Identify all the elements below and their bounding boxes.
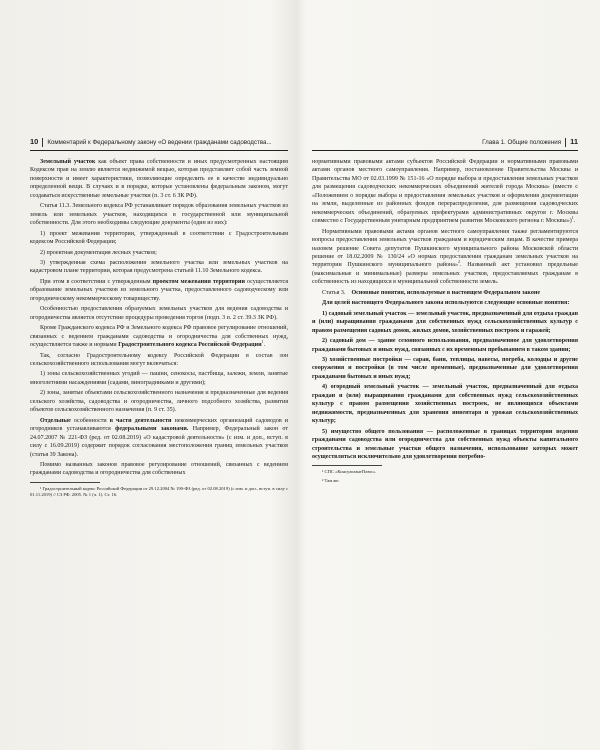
footnote: ¹ СПС «КонсультантПлюс».	[322, 469, 377, 475]
header-separator	[565, 138, 566, 147]
article-title: Основные понятия, используемые в настоящем Федеральном законе	[351, 289, 541, 296]
footnote-ref: 2	[457, 259, 460, 265]
footnote: ¹ Градостроительный кодекс Российской Федерации от 29.12.2004 № 190-ФЗ (ред. от 02.08.2019) (с изм. и доп., вступ. в силу с 01.11.2019) // СЗ РФ. 2005. № 1 (ч. 1). Ст. 16.	[30, 485, 288, 498]
footnote-rule	[312, 465, 382, 466]
bold-term: 1) садовый земельный участок — земельный участок, предназначенный для отдыха граждан и (или) выращивания гражданами для собственных нужд сельскохозяйственных культур с правом размещения садовых домов, жилых домов, хозяйственных построек и гаражей;	[312, 310, 578, 334]
paragraph: Помимо названных законов правовое регулирование отношений, связанных с ведением гражданами садоводства и огородничества для собственных	[30, 461, 288, 477]
text-run: как объект права собственности и иных предусмотренных настоящим Кодексом прав на землю является недвижимой вещью, которая представляет собой часть земной поверхности и имеет характеристики, позволяющие определить ее в качестве индивидуально определенной вещи. В случаях и в порядке, которые установлены федеральным законом, могут создаваться искусственные земельные участки (п. 3 ст. 6 ЗК РФ).	[30, 159, 288, 199]
bold-term: Отдельные	[40, 417, 71, 424]
paragraph: 2) зоны, занятые объектами сельскохозяйственного назначения и предназначенные для ведения сельского хозяйства, садоводства и огородничества, личного подсобного хозяйства, развития объектов сельскохозяйственного назначения (п. 9 ст. 35).	[30, 390, 288, 414]
text-run: Например, Федеральный закон от 24.07.2007 № 221-ФЗ (ред. от 02.08.2019) «О кадастровой деятельности» (с изм. и доп., вступ. в силу с 16.09.2019) содержит порядок согласования местоположения границ земельных участков (статья 39 Закона).	[30, 426, 289, 458]
definition-item	[312, 337, 578, 354]
right-header-text: Глава 1. Общие положения	[482, 139, 562, 146]
text-run: Нормативными правовыми актами органов местного самоуправления также регламентируются вопросы предоставления земельных участков гражданам и юридическим лицам. В качестве примера назовем решение Совета депутатов Пушкинского муниципального района Московской области решение от 18.02.2009 № 130/24 «О нормах предоставления гражданам земельных участков на территории Пушкинского муниципального района»	[312, 228, 578, 269]
left-body-text	[30, 158, 288, 500]
left-page-number: 10	[30, 137, 39, 146]
bold-term: в части деятельности	[109, 417, 172, 424]
footnote-ref: 1	[261, 339, 264, 345]
paragraph	[30, 278, 288, 303]
paragraph	[312, 228, 578, 287]
text-run: Кроме Гражданского кодекса РФ и Земельного кодекса РФ правовое регулирование отношений, связанных с ведением гражданами садоводства и огородничества для собственных нужд, осуществляется также и нормами	[30, 325, 288, 349]
text-run: При этом в соответствии с утвержденным	[40, 278, 153, 285]
paragraph	[312, 299, 578, 307]
right-page	[300, 0, 600, 750]
definition-item	[312, 356, 578, 381]
paragraph: Так, согласно Градостроительному кодексу Российской Федерации в состав зон сельскохозяйственного использования могут включаться:	[30, 352, 288, 367]
text-run: . Названный акт установил предельные (максимальные и минимальные) размеры земельных участков, предоставляемых гражданам в собственность из находящихся в муниципальной собственности земель.	[312, 262, 578, 286]
bold-term: Градостроительного кодекса Российской Федерации	[118, 342, 262, 349]
paragraph	[30, 324, 288, 349]
definition-item	[312, 383, 578, 425]
bold-term: 5) имущество общего пользования — расположенные в границах территории ведения гражданами садоводства или огородничества для собственных нужд объекты капитального строительства и земельные участки общего назначения, использование которых может осуществляться исключительно для удовлетворения потребно-	[312, 428, 578, 460]
left-header-rule	[30, 150, 288, 151]
header-separator	[42, 138, 43, 147]
bold-term: Земельный участок	[40, 159, 96, 165]
text-run: осуществляется образование земельных участков из земельного участка, предоставленного садоводческому или огородническому некоммерческому товариществу.	[30, 278, 288, 302]
bold-term: 2) садовый дом — здание сезонного использования, предназначенное для удовлетворения гражданами бытовых и иных нужд, связанных с их временным пребыванием в таком здании;	[312, 338, 578, 353]
definition-item	[312, 310, 578, 335]
text-run: некоммерческих организаций садоводов и огородников устанавливаются	[30, 417, 289, 433]
bold-term: федеральными законами.	[115, 426, 189, 433]
paragraph	[30, 158, 288, 200]
paragraph: Статья 11.3. Земельного кодекса РФ устанавливает порядок образования земельных участков из земель или земельных участков, находящихся в государственной или муниципальной собственности. Для этого необходимы следующие документы (один из них):	[30, 203, 288, 227]
right-body-text	[312, 158, 578, 486]
paragraph	[30, 417, 288, 459]
article-heading	[312, 289, 578, 297]
paragraph: 2) проектная документация лесных участков;	[40, 249, 157, 256]
right-header-rule	[312, 150, 578, 151]
footnote: ² Там же.	[322, 477, 340, 483]
right-running-header	[482, 137, 578, 147]
paragraph	[312, 158, 578, 226]
text-run: особенности	[70, 417, 110, 424]
paragraph: 3) утвержденная схема расположения земельного участка или земельных участков на кадастровом плане территории, которая предусмотрена статьей 11.10 Земельного кодекса.	[30, 259, 288, 275]
left-header-text: Комментарий к Федеральному закону «О ведении гражданами садоводства...	[47, 139, 272, 146]
paragraph: 1) проект межевания территории, утвержденный в соответствии с Градостроительным кодексом Российской Федерации;	[30, 230, 288, 246]
footnote-ref: 1	[571, 215, 574, 221]
paragraph: Особенностью предоставления образуемых земельных участков для ведения садоводства и огородничества является отсутствие процедуры проведения торгов (подп. 3 п. 2 ст. 39.3 ЗК РФ).	[30, 306, 288, 321]
text-run: .	[263, 342, 266, 349]
bold-term: Для целей настоящего Федерального закона используются следующие основные понятия:	[322, 300, 570, 307]
text-run: .	[573, 218, 576, 225]
article-label: Статья 3.	[322, 289, 346, 296]
bold-term: проектом межевания территории	[152, 278, 245, 285]
left-running-header	[30, 137, 272, 147]
bold-term: 4) огородный земельный участок — земельный участок, предназначенный для отдыха граждан и (или) выращивания гражданами для собственных нужд сельскохозяйственных культур с правом размещения хозяйственных построек, не являющихся объектами недвижимости, предназначенных для хранения инвентаря и урожая сельскохозяйственных культур;	[312, 384, 578, 425]
paragraph: 1) зоны сельскохозяйственных угодий — пашни, сенокосы, пастбища, залежи, земли, занятые многолетними насаждениями (садами, виноградниками и другими);	[30, 371, 288, 386]
bold-term: 3) хозяйственные постройки — сараи, бани, теплицы, навесы, погреба, колодцы и другие сооружения и постройки (в том числе временные), предназначенные для удовлетворения гражданами бытовых и иных нужд;	[312, 356, 578, 380]
text-run: нормативными правовыми актами субъектов Российской Федерации и нормативными правовыми актами органов местного самоуправления. Например, постановление Правительства Москвы и Правительства МО от 02.03.1999 № 151-16 «О порядке выбора и предоставления земельных участков для размещения садоводческих некоммерческих объединений жителей города Москвы» (вместе с «Положением о порядке выбора и предоставления земельных участков и оформления документации на земли, выделенные из районных фондов перераспределения, для размещения садоводческих некоммерческих объединений, образуемых префектурами административных округов г. Москвы совместно с Государственным унитарным предприятием развития Московского региона г. Москвы»)	[312, 159, 578, 225]
right-page-number: 11	[570, 137, 578, 146]
definition-item	[312, 428, 578, 462]
footnote-rule	[30, 482, 100, 483]
